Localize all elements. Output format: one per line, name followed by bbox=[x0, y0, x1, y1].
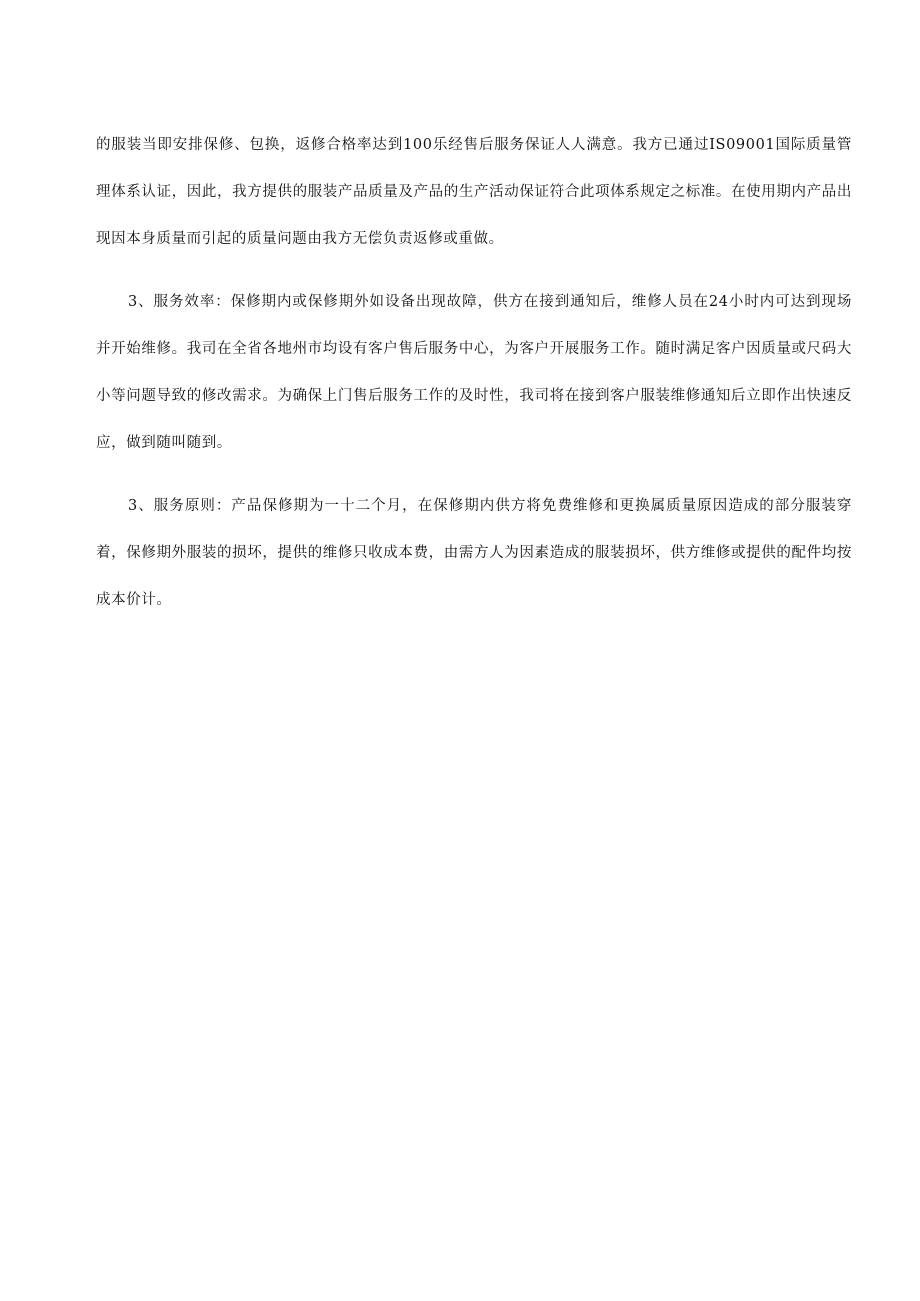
document-body bbox=[96, 122, 852, 640]
paragraph-service-efficiency: 3、服务效率：保修期内或保修期外如设备出现故障，供方在接到通知后，维修人员在24小时内可达到现场并开始维修。我司在全省各地州市均设有客户售后服务中心，为客户开展服务工作。随时满足客户因质量或尺码大小等问题导致的修改需求。为确保上门售后服务工作的及时性，我司将在接到客户服装维修通知后立即作出快速反应，做到随叫随到。 bbox=[96, 294, 852, 451]
paragraph-warranty-continuation: 的服装当即安排保修、包换，返修合格率达到100乐经售后服务保证人人满意。我方已通过IS09001国际质量管理体系认证，因此，我方提供的服装产品质量及产品的生产活动保证符合此项体系规定之标准。在使用期内产品出现因本身质量而引起的质量问题由我方无偿负责返修或重做。 bbox=[96, 137, 852, 247]
paragraph-service-principles: 3、服务原则：产品保修期为一十二个月，在保修期内供方将免费维修和更换属质量原因造成的部分服装穿着，保修期外服装的损坏，提供的维修只收成本费，由需方人为因素造成的服装损坏，供方维修或提供的配件均按成本价计。 bbox=[96, 498, 852, 608]
